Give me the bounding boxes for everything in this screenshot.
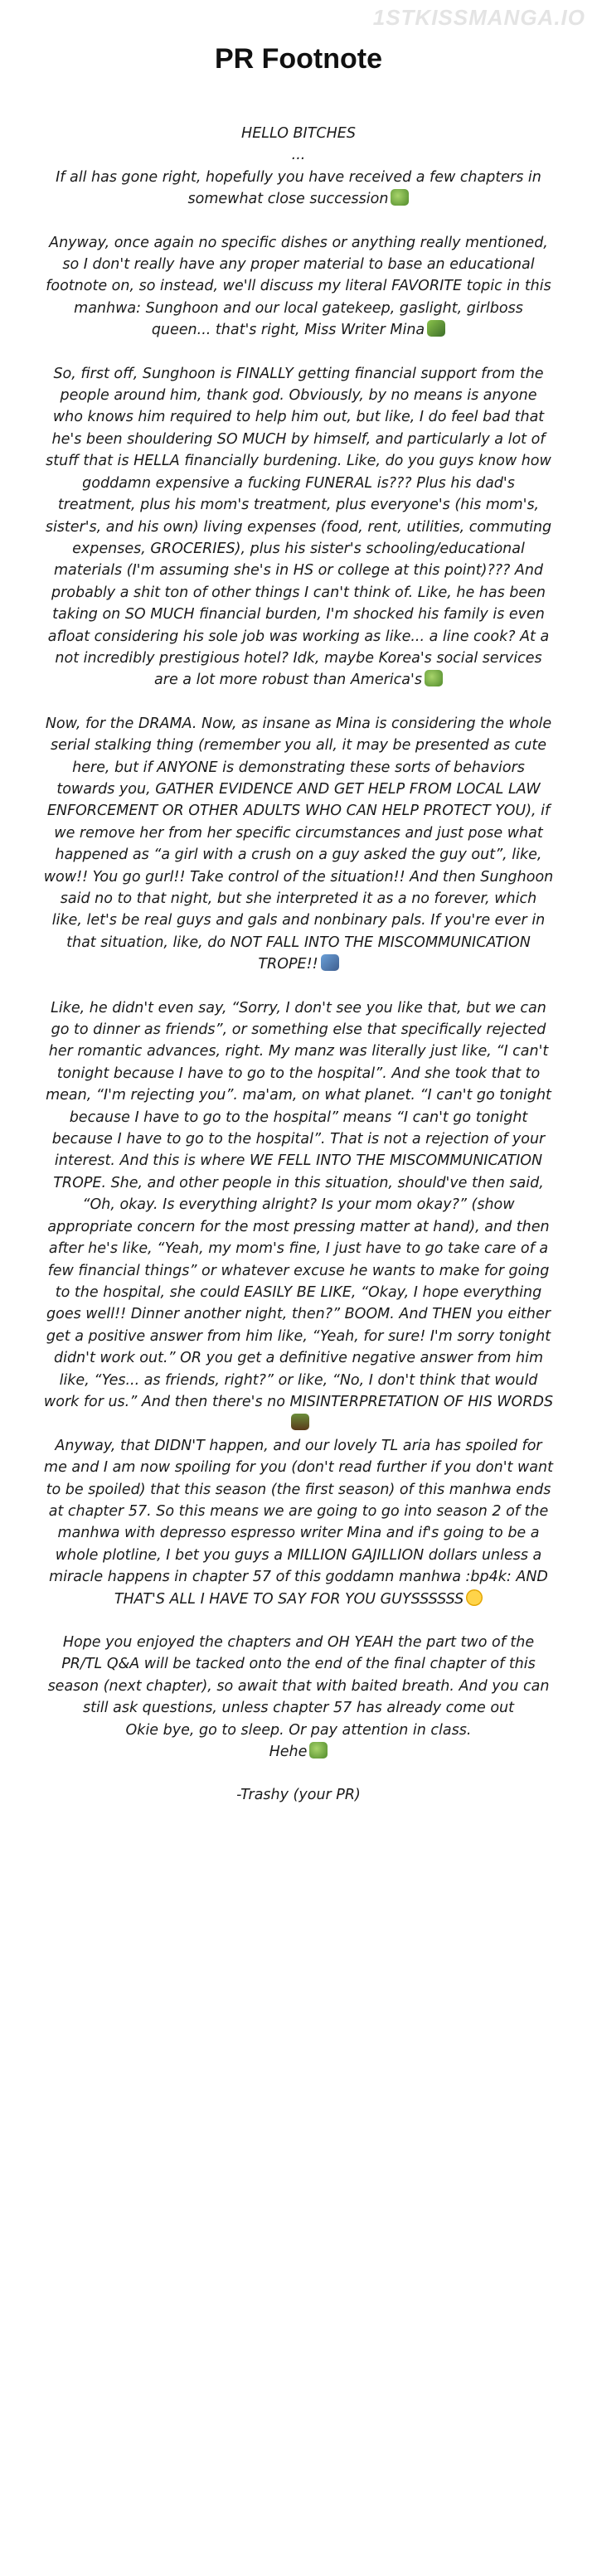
page-title: PR Footnote <box>214 43 383 75</box>
laptop-icon <box>321 954 339 971</box>
frog-icon <box>425 670 443 686</box>
paragraph-text: Like, he didn't even say, “Sorry, I don't see you like that, but we can go to dinner as friends”, or something else that specifically rejected her romantic advances, right. My manz was literally just like, “I can't tonight because I have to go to the hospital”. And she took that to mean, “I'm rejecting you”. ma'am, on what planet. “I can't go tonight because I have to go to the hospital” means “I can't go tonight because I have to go to the hospital”. That is not a rejection of your interest. And this is where WE FELL INTO THE MISCOMMUNICATION TROPE. She, and other people in this situation, should've then said, “Oh, okay. Is everything alright? Is your mom okay?” (show appropriate concern for the most pressing matter at hand), and then after he's like, “Yeah, my mom's fine, I just have to go take care of a few financial things” or whatever excuse he wants to make for going to the hospital, she could EASILY BE LIKE, “Okay, I hope everything goes well!! Dinner another night, then?” BOOM. And THEN you either get a positive answer from him like, “Yeah, for sure! I'm sorry tonight didn't work out.” OR you get a definitive negative answer from him like, “Yes... as friends, right?” or like, “No, I don't think that would work for us.” And then there's no MISINTERPRETATION OF HIS WORDS <box>43 999 554 1410</box>
paragraph-text: Anyway, that DIDN'T happen, and our lovely TL aria has spoiled for me and I am now spoiling for you (don't read further if you don't want to be spoiled) that this season (the first season) of this manhwa ends at chapter 57. So this means we are going to go into season 2 of the manhwa with depresso espresso writer Mina and if's going to be a whole plotline, I bet you guys a MILLION GAJILLION dollars unless a miracle happens in chapter 57 of this goddamn manhwa :bp4k: AND THAT'S ALL I HAVE TO SAY FOR YOU GUYSSSSSS <box>44 1437 553 1608</box>
footnote-paragraph <box>43 1435 554 1610</box>
footnote-paragraph <box>43 232 554 342</box>
scroll-icon <box>427 320 445 337</box>
footnote-paragraph <box>43 1632 554 1763</box>
paragraph-text: So, first off, Sunghoon is FINALLY getting financial support from the people around him, thank god. Obviously, by no means is anyone who knows him required to help him out, but like, I do feel bad that he's been shouldering SO MUCH by himself, and particularly a lot of stuff that is HELLA financially burdening. Like, do you guys know how goddamn expensive a fucking FUNERAL is??? Plus his dad's treatment, plus his mom's treatment, plus everyone's (his mom's, sister's, and his own) living expenses (food, rent, utilities, commuting expenses, GROCERIES), plus his sister's schooling/educational materials (I'm assuming she's in HS or college at this point)??? And probably a shit ton of other things I can't think of. Like, he has been taking on SO MUCH financial burden, I'm shocked his family is even afloat considering his sole job was working as like... a line cook? At a not incredibly prestigious hotel? Idk, maybe Korea's social services are a lot more robust than America's <box>45 365 552 689</box>
paragraph-text: -Trashy (your PR) <box>236 1787 361 1804</box>
footnote-paragraph <box>43 713 554 976</box>
frog-icon <box>391 189 409 206</box>
footnote-body <box>43 123 554 1828</box>
paragraph-text: Now, for the DRAMA. Now, as insane as Mina is considering the whole serial stalking thing (remember you all, it may be presented as cute here, but if ANYONE is demonstrating these sorts of behaviors towards you, GATHER EVIDENCE AND GET HELP FROM LOCAL LAW ENFORCEMENT OR OTHER ADULTS WHO CAN HELP PROTECT YOU), if we remove her from her specific circumstances and just pose what happened as “a girl with a crush on a guy asked the guy out”, like, wow!! You go gurl!! Take control of the situation!! And then Sunghoon said no to that night, but she interpreted it as a no forever, which like, let's be real guys and gals and nonbinary pals. If you're ever in that situation, like, do NOT FALL INTO THE MISCOMMUNICATION TROPE!! <box>43 715 554 973</box>
footnote-paragraph <box>43 123 554 211</box>
footnote-paragraph <box>43 1784 554 1806</box>
footnote-paragraph <box>43 363 554 691</box>
paragraph-text: HELLO BITCHES ... If all has gone right, hopefully you have received a few chapters in somewhat close succession <box>56 125 541 208</box>
laughing-icon <box>466 1589 483 1606</box>
paragraph-text: Anyway, once again no specific dishes or anything really mentioned, so I don't really have any proper material to base an educational footnote on, so instead, we'll discuss my literal FAVORITE topic in this manhwa: Sunghoon and our local gatekeep, gaslight, girlboss queen... that's right, Miss Writer Mina <box>46 234 551 339</box>
site-watermark: 1STKISSMANGA.IO <box>372 5 585 30</box>
footnote-paragraph <box>43 997 554 1435</box>
frog-icon <box>309 1742 328 1759</box>
paragraph-text: Hope you enjoyed the chapters and OH YEAH the part two of the PR/TL Q&A will be tacked onto the end of the final chapter of this season (next chapter), so await that with baited breath. And you can still ask questions, unless chapter 57 has already come out Okie bye, go to sleep. Or pay attention in class. Hehe <box>47 1634 550 1761</box>
plant-icon <box>291 1414 309 1430</box>
